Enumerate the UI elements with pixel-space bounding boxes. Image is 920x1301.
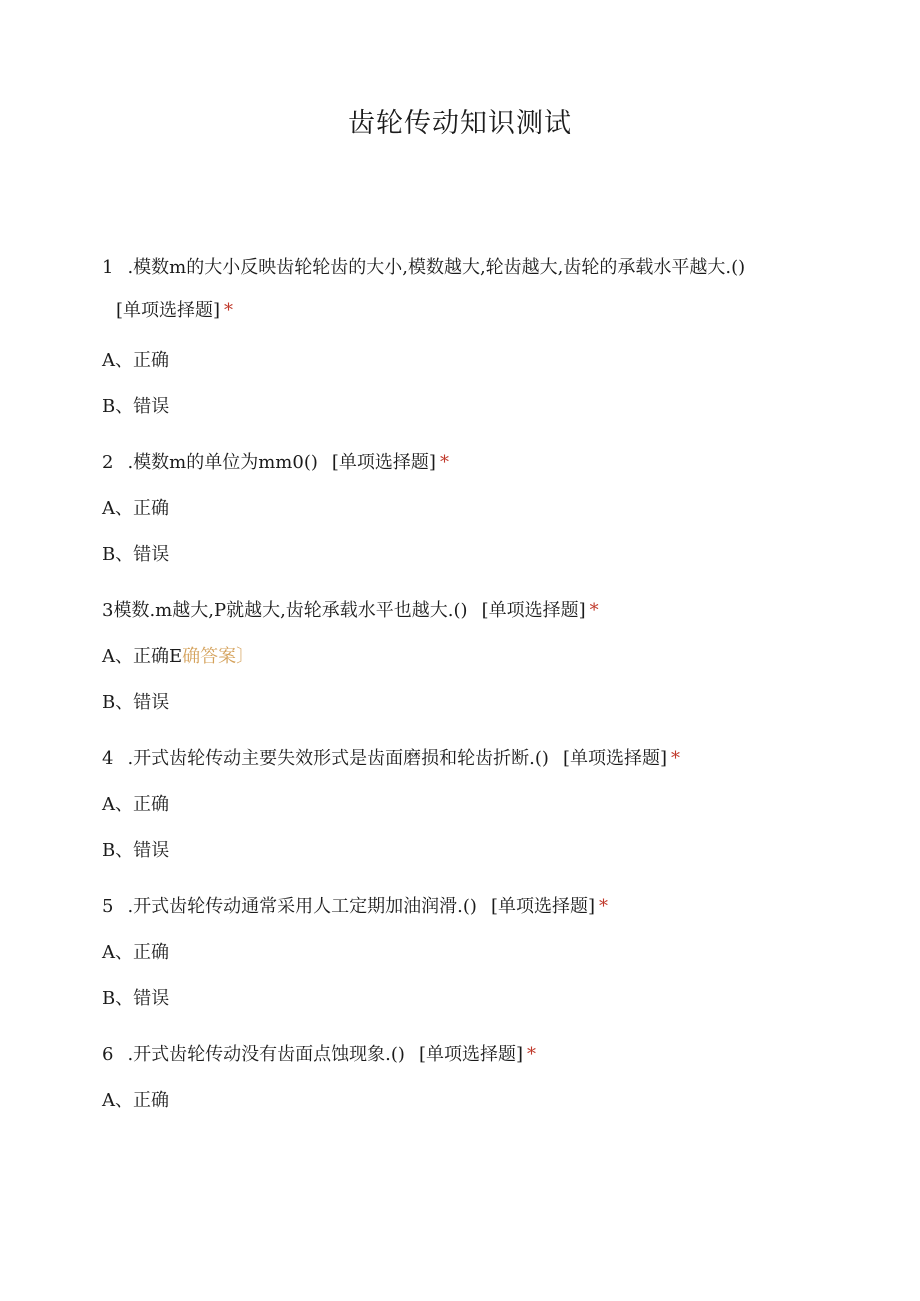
question-6-stem bbox=[102, 1038, 762, 1072]
question-4-stem bbox=[102, 742, 762, 776]
question-2 bbox=[102, 446, 762, 572]
question-type: [单项选择题] bbox=[331, 452, 436, 473]
question-type: [单项选择题] bbox=[481, 600, 586, 621]
option-a[interactable]: A、正确 bbox=[102, 942, 169, 963]
required-asterisk: * bbox=[439, 452, 449, 473]
question-text: .开式齿轮传动主要失效形式是齿面磨损和轮齿折断.() bbox=[127, 748, 549, 769]
question-text: .开式齿轮传动没有齿面点蚀现象.() bbox=[127, 1044, 405, 1065]
option-b[interactable]: B、错误 bbox=[102, 692, 170, 713]
question-type: [单项选择题] bbox=[490, 896, 595, 917]
question-text: .模数m的大小反映齿轮轮齿的大小,模数越大,轮齿越大,齿轮的承载水平越大.() bbox=[127, 257, 746, 278]
required-asterisk: * bbox=[671, 748, 680, 769]
question-number: 3 bbox=[102, 600, 114, 621]
question-type: [单项选择题] bbox=[562, 748, 667, 769]
question-3-stem bbox=[102, 594, 762, 628]
question-type: [单项选择题] bbox=[418, 1044, 523, 1065]
question-text: .模数m的单位为mm0() bbox=[127, 452, 318, 473]
question-5 bbox=[102, 890, 762, 1016]
question-1-stem bbox=[102, 246, 752, 332]
question-number: 2 bbox=[102, 452, 114, 473]
question-text: 模数.m越大,P就越大,齿轮承载水平也越大.() bbox=[113, 600, 468, 621]
option-a-label: A、正确E bbox=[102, 646, 183, 667]
option-b[interactable]: B、错误 bbox=[102, 988, 170, 1009]
question-number: 6 bbox=[102, 1044, 114, 1065]
option-a[interactable]: A、正确 bbox=[102, 794, 169, 815]
question-type: [单项选择题] bbox=[116, 300, 221, 321]
option-a[interactable]: A、正确 bbox=[102, 498, 169, 519]
option-a[interactable] bbox=[102, 640, 762, 674]
page-title: 齿轮传动知识测试 bbox=[348, 108, 572, 139]
question-list bbox=[102, 246, 762, 1124]
question-6 bbox=[102, 1038, 762, 1118]
question-number: 4 bbox=[102, 748, 114, 769]
required-asterisk: * bbox=[224, 300, 234, 321]
answer-hint: 确答案〕 bbox=[182, 646, 255, 667]
required-asterisk: * bbox=[589, 600, 599, 621]
question-number: 1 bbox=[102, 257, 114, 278]
question-1 bbox=[102, 246, 762, 424]
option-b[interactable]: B、错误 bbox=[102, 544, 170, 565]
option-a[interactable]: A、正确 bbox=[102, 1090, 169, 1111]
required-asterisk: * bbox=[527, 1044, 536, 1065]
option-b[interactable]: B、错误 bbox=[102, 396, 170, 417]
option-b[interactable]: B、错误 bbox=[102, 840, 170, 861]
question-5-stem bbox=[102, 890, 762, 924]
question-3 bbox=[102, 594, 762, 720]
option-a[interactable]: A、正确 bbox=[102, 350, 169, 371]
required-asterisk: * bbox=[599, 896, 608, 917]
question-4 bbox=[102, 742, 762, 868]
question-text: .开式齿轮传动通常采用人工定期加油润滑.() bbox=[127, 896, 477, 917]
question-number: 5 bbox=[102, 896, 114, 917]
question-2-stem bbox=[102, 446, 762, 480]
